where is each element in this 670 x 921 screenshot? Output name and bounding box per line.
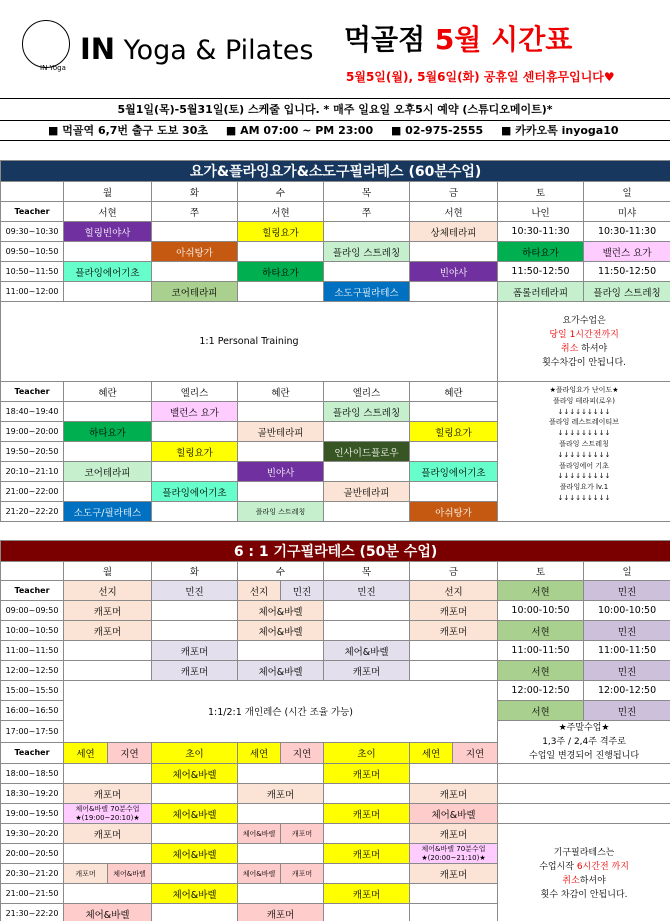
class-cell: 캐포머: [281, 864, 324, 884]
teacher: 미샤: [584, 202, 670, 222]
time-slot: 20:00~20:50: [1, 844, 64, 864]
day-wed: 수: [238, 562, 324, 581]
class-cell: [238, 282, 324, 302]
class-cell: 밸런스 요가: [584, 242, 670, 262]
private-lesson: 1:1/2:1 개인레슨 (시간 조율 가능): [64, 681, 498, 743]
class-cell: 하타요가: [238, 262, 324, 282]
teacher: 서현: [64, 202, 152, 222]
class-cell: 캐포머: [324, 804, 410, 824]
class-cell: 아쉬탕가: [152, 242, 238, 262]
teacher-label: Teacher: [1, 742, 64, 764]
time-slot: 19:50~20:50: [1, 442, 64, 462]
class-cell: [238, 402, 324, 422]
class-cell: 캐포머: [410, 824, 498, 844]
class-cell: 체어&바렐: [152, 804, 238, 824]
class-cell: 민진: [584, 621, 670, 641]
flow-line: ↓↓↓↓↓↓↓↓↓: [557, 450, 611, 459]
note-line: 횟수차감이 안됩니다.: [542, 357, 627, 368]
class-cell: 캐포머: [410, 784, 498, 804]
day-mon: 월: [64, 562, 152, 581]
flow-line: 플라잉 스트레칭: [559, 439, 609, 448]
flow-line: ↓↓↓↓↓↓↓↓↓: [557, 407, 611, 416]
class-text: 체어&바렐 70분수업: [75, 804, 140, 813]
class-cell: [410, 904, 498, 921]
teacher: 서현: [410, 202, 498, 222]
day-tue: 화: [152, 182, 238, 202]
time-slot: 18:40~19:40: [1, 402, 64, 422]
class-cell: 10:00-10:50: [584, 601, 670, 621]
day-tue: 화: [152, 562, 238, 581]
class-cell: [324, 784, 410, 804]
pilates-cancel-note: [498, 824, 670, 921]
note-line: ★주말수업★: [558, 723, 610, 733]
day-wed: 수: [238, 182, 324, 202]
class-cell: 캐포머: [324, 844, 410, 864]
class-cell: 코어테라피: [152, 282, 238, 302]
class-cell: [64, 804, 152, 824]
flow-line: 플라잉 테라피(로우): [553, 396, 615, 405]
teacher: 민진: [584, 581, 670, 601]
time-slot: 09:30~10:30: [1, 222, 64, 242]
class-time: ★(19:00~20:10)★: [75, 813, 140, 822]
class-cell: 하타요가: [64, 422, 152, 442]
class-cell: 11:50-12:50: [498, 262, 584, 282]
day-sun: 일: [584, 182, 670, 202]
class-cell: 상체테라피: [410, 222, 498, 242]
note-line: 당일 1시간전까지: [549, 329, 619, 340]
class-cell: [324, 864, 410, 884]
teacher: 세연: [238, 742, 281, 764]
class-cell: [152, 222, 238, 242]
class-cell: [238, 641, 324, 661]
day-fri: 금: [410, 182, 498, 202]
class-cell: [152, 784, 238, 804]
pilates-timetable: [0, 540, 670, 921]
phone: ■ 02-975-2555: [391, 124, 483, 137]
class-cell: [410, 242, 498, 262]
schedule-period: 5월1일(목)-5월31일(토) 스케줄 입니다. * 매주 일요일 오후5시 예약 (스튜디오메이트)*: [0, 98, 670, 120]
day-sat: 토: [498, 182, 584, 202]
note-line: 하셔야: [578, 343, 608, 354]
class-cell: 10:00-10:50: [498, 601, 584, 621]
time-slot: 10:00~10:50: [1, 621, 64, 641]
class-cell: 캐포머: [238, 784, 324, 804]
teacher: 세연: [410, 742, 453, 764]
class-cell: [64, 482, 152, 502]
class-cell: 체어&바렐: [238, 824, 281, 844]
teacher: 쭈: [152, 202, 238, 222]
class-cell: [152, 864, 238, 884]
title-month: 5월 시간표: [434, 23, 573, 56]
class-cell: [64, 242, 152, 262]
class-cell: [238, 884, 324, 904]
time-slot: 19:00~20:00: [1, 422, 64, 442]
class-cell: [238, 804, 324, 824]
class-cell: 체어&바렐: [410, 804, 498, 824]
time-slot: 19:30~20:20: [1, 824, 64, 844]
class-cell: 11:00-11:50: [584, 641, 670, 661]
time-slot: 11:00~11:50: [1, 641, 64, 661]
contact-info: [0, 120, 670, 141]
class-cell: [324, 904, 410, 921]
class-cell: 12:00-12:50: [498, 681, 584, 701]
class-cell: 캐포머: [410, 601, 498, 621]
logo-small-text: IN Yoga: [40, 64, 66, 72]
class-cell: [410, 844, 498, 864]
teacher-label: Teacher: [1, 581, 64, 601]
time-slot: 21:20~22:20: [1, 502, 64, 522]
time-slot: 18:30~19:20: [1, 784, 64, 804]
teacher: 선지: [238, 581, 281, 601]
class-cell: 하타요가: [498, 242, 584, 262]
class-cell: [410, 282, 498, 302]
teacher: 민진: [281, 581, 324, 601]
teacher: 선지: [64, 581, 152, 601]
class-cell: [324, 222, 410, 242]
teacher: 쭈: [324, 202, 410, 222]
empty-cell: [498, 804, 670, 824]
class-cell: [152, 262, 238, 282]
note-line: 수업시작: [539, 861, 577, 872]
class-cell: 캐포머: [410, 621, 498, 641]
location: ■ 먹골역 6,7번 출구 도보 30초: [48, 124, 208, 137]
class-cell: 캐포머: [64, 864, 108, 884]
class-cell: 밸런스 요가: [152, 402, 238, 422]
time-slot: 19:00~19:50: [1, 804, 64, 824]
time-slot: 16:00~16:50: [1, 701, 64, 721]
logo-rest: Yoga & Pilates: [123, 35, 314, 66]
class-cell: 11:50-12:50: [584, 262, 670, 282]
note-line: 수업일 변경되어 진행됩니다: [529, 751, 640, 761]
yoga-cancel-note: [498, 302, 670, 382]
teacher: 나인: [498, 202, 584, 222]
class-cell: [324, 262, 410, 282]
class-cell: [152, 502, 238, 522]
flow-line: 플라잉 레스트레이티브: [549, 418, 619, 427]
note-line: 취소: [562, 875, 580, 886]
class-cell: 체어&바렐: [238, 864, 281, 884]
time-slot: 11:00~12:00: [1, 282, 64, 302]
class-cell: 11:00-11:50: [498, 641, 584, 661]
class-cell: 캐포머: [64, 784, 152, 804]
class-cell: [410, 661, 498, 681]
class-cell: [410, 764, 498, 784]
class-cell: 캐포머: [324, 884, 410, 904]
time-slot: 09:50~10:50: [1, 242, 64, 262]
class-cell: [410, 884, 498, 904]
time-slot: 21:00~22:00: [1, 482, 64, 502]
class-cell: 플라잉 스트레칭: [584, 282, 670, 302]
class-cell: [324, 502, 410, 522]
class-cell: [64, 884, 152, 904]
flow-line: ↓↓↓↓↓↓↓↓↓: [557, 472, 611, 481]
class-cell: [64, 402, 152, 422]
class-cell: [64, 844, 152, 864]
class-cell: 힐링빈야사: [64, 222, 152, 242]
class-cell: 힐링요가: [152, 442, 238, 462]
day-thu: 목: [324, 562, 410, 581]
class-cell: 12:00-12:50: [584, 681, 670, 701]
class-cell: 체어&바렐: [152, 764, 238, 784]
teacher: 초이: [324, 742, 410, 764]
class-cell: 체어&바렐: [238, 621, 324, 641]
class-cell: [410, 442, 498, 462]
class-cell: 인사이드플로우: [324, 442, 410, 462]
class-cell: 플라잉에어기초: [410, 462, 498, 482]
corner: [1, 182, 64, 202]
class-cell: 서현: [498, 701, 584, 721]
class-cell: 민진: [584, 701, 670, 721]
class-cell: 체어&바렐: [108, 864, 152, 884]
class-cell: [238, 844, 324, 864]
flow-line: 플라잉에어 기초: [559, 461, 609, 470]
class-cell: [152, 462, 238, 482]
time-slot: 09:00~09:50: [1, 601, 64, 621]
teacher: 서현: [498, 581, 584, 601]
class-cell: [410, 482, 498, 502]
day-fri: 금: [410, 562, 498, 581]
class-cell: 체어&바렐: [324, 641, 410, 661]
teacher: 지연: [108, 742, 152, 764]
class-cell: [410, 402, 498, 422]
class-cell: 캐포머: [152, 661, 238, 681]
note-line: 취소: [560, 343, 579, 354]
logo-text: [80, 32, 314, 66]
header: [0, 0, 670, 96]
class-cell: 서현: [498, 661, 584, 681]
class-cell: 힐링요가: [410, 422, 498, 442]
class-cell: [324, 824, 410, 844]
class-cell: 민진: [584, 661, 670, 681]
class-cell: 10:30-11:30: [498, 222, 584, 242]
class-cell: [324, 422, 410, 442]
note-line: 하셔야: [579, 875, 606, 886]
yoga-banner: 요가&플라잉요가&소도구필라테스 (60분수업): [1, 161, 670, 182]
class-cell: [152, 904, 238, 921]
yoga-timetable: [0, 160, 670, 522]
class-cell: 캐포머: [238, 904, 324, 921]
class-cell: 코어테라피: [64, 462, 152, 482]
time-slot: 15:00~15:50: [1, 681, 64, 701]
class-cell: 캐포머: [64, 824, 152, 844]
class-cell: [410, 641, 498, 661]
class-cell: [238, 442, 324, 462]
time-slot: 12:00~12:50: [1, 661, 64, 681]
class-cell: 캐포머: [324, 764, 410, 784]
teacher: 혜란: [410, 382, 498, 402]
note-line: 요가수업은: [562, 315, 606, 326]
class-cell: 플라잉 스트레칭: [238, 502, 324, 522]
teacher-label: Teacher: [1, 202, 64, 222]
teacher-label: Teacher: [1, 382, 64, 402]
class-cell: [64, 661, 152, 681]
class-time: ★(20:00~21:10)★: [421, 853, 486, 862]
teacher: 민진: [152, 581, 238, 601]
time-slot: 21:30~22:20: [1, 904, 64, 921]
class-cell: 캐포머: [281, 824, 324, 844]
teacher: 지연: [453, 742, 498, 764]
class-cell: 10:30-11:30: [584, 222, 670, 242]
day-sat: 토: [498, 562, 584, 581]
day-thu: 목: [324, 182, 410, 202]
class-cell: 소도구필라테스: [324, 282, 410, 302]
class-cell: 캐포머: [64, 601, 152, 621]
note-line: 기구필라테스는: [553, 847, 615, 858]
time-slot: 20:30~21:20: [1, 864, 64, 884]
flow-line: ↓↓↓↓↓↓↓↓↓: [557, 429, 611, 438]
class-cell: 아쉬탕가: [410, 502, 498, 522]
class-cell: 서현: [498, 621, 584, 641]
flow-line: ★플라잉요가 난이도★: [549, 386, 619, 394]
class-cell: [152, 621, 238, 641]
time-slot: 21:00~21:50: [1, 884, 64, 904]
page-title: [344, 18, 572, 58]
class-cell: 체어&바렐: [64, 904, 152, 921]
teacher: 지연: [281, 742, 324, 764]
class-cell: 플라잉 스트레칭: [324, 242, 410, 262]
teacher: 혜란: [64, 382, 152, 402]
class-cell: 체어&바렐: [152, 884, 238, 904]
class-cell: 폼롤러테라피: [498, 282, 584, 302]
class-cell: [152, 422, 238, 442]
class-cell: 체어&바렐: [238, 661, 324, 681]
note-line: 1,3주 / 2,4주 격주로: [542, 737, 626, 747]
day-mon: 월: [64, 182, 152, 202]
class-cell: [152, 601, 238, 621]
personal-training: 1:1 Personal Training: [1, 302, 498, 382]
teacher: 선지: [410, 581, 498, 601]
class-cell: [324, 621, 410, 641]
flow-line: ↓↓↓↓↓↓↓↓↓: [557, 493, 611, 502]
class-cell: 캐포머: [64, 621, 152, 641]
teacher: 초이: [152, 742, 238, 764]
class-cell: 캐포머: [324, 661, 410, 681]
empty-cell: [498, 784, 670, 804]
pilates-banner: 6 : 1 기구필라테스 (50분 수업): [1, 541, 670, 562]
corner: [1, 562, 64, 581]
class-cell: 체어&바렐: [152, 844, 238, 864]
class-cell: 골반테라피: [324, 482, 410, 502]
class-cell: 소도구/필라테스: [64, 502, 152, 522]
logo-icon: [22, 20, 70, 68]
class-cell: [238, 482, 324, 502]
title-branch: 먹골점: [344, 23, 435, 56]
class-text: 체어&바렐 70분수업: [421, 844, 486, 853]
flying-level-guide: [498, 382, 670, 522]
class-cell: [64, 764, 152, 784]
time-slot: 20:10~21:10: [1, 462, 64, 482]
class-cell: [238, 764, 324, 784]
teacher: 엘리스: [152, 382, 238, 402]
class-cell: 플라잉에어기초: [152, 482, 238, 502]
weekend-note: [498, 721, 670, 764]
teacher: 세연: [64, 742, 108, 764]
class-cell: 캐포머: [152, 641, 238, 661]
day-sun: 일: [584, 562, 670, 581]
class-cell: [64, 442, 152, 462]
class-cell: 골반테라피: [238, 422, 324, 442]
logo-in: IN: [80, 32, 116, 66]
class-cell: 플라잉에어기초: [64, 262, 152, 282]
time-slot: 17:00~17:50: [1, 721, 64, 743]
hours: ■ AM 07:00 ~ PM 23:00: [226, 124, 373, 137]
class-cell: [238, 242, 324, 262]
class-cell: 힐링요가: [238, 222, 324, 242]
class-cell: [324, 462, 410, 482]
flow-line: 플라잉요가 lv.1: [559, 483, 609, 492]
class-cell: 체어&바렐: [238, 601, 324, 621]
class-cell: [64, 641, 152, 661]
teacher: 서현: [238, 202, 324, 222]
class-cell: [324, 601, 410, 621]
teacher: 혜란: [238, 382, 324, 402]
teacher: 엘리스: [324, 382, 410, 402]
note-line: 6시간전 까지: [576, 861, 629, 872]
class-cell: 캐포머: [410, 864, 498, 884]
time-slot: 10:50~11:50: [1, 262, 64, 282]
class-cell: [152, 824, 238, 844]
class-cell: [64, 282, 152, 302]
kakao: ■ 카카오톡 inyoga10: [501, 124, 619, 137]
class-cell: 플라잉 스트레칭: [324, 402, 410, 422]
time-slot: 18:00~18:50: [1, 764, 64, 784]
class-cell: 빈야사: [238, 462, 324, 482]
holiday-notice: 5월5일(월), 5월6일(화) 공휴일 센터휴무입니다♥: [346, 70, 615, 84]
teacher: 민진: [324, 581, 410, 601]
class-cell: 빈야사: [410, 262, 498, 282]
note-line: 횟수 차감이 안됩니다.: [540, 889, 628, 900]
